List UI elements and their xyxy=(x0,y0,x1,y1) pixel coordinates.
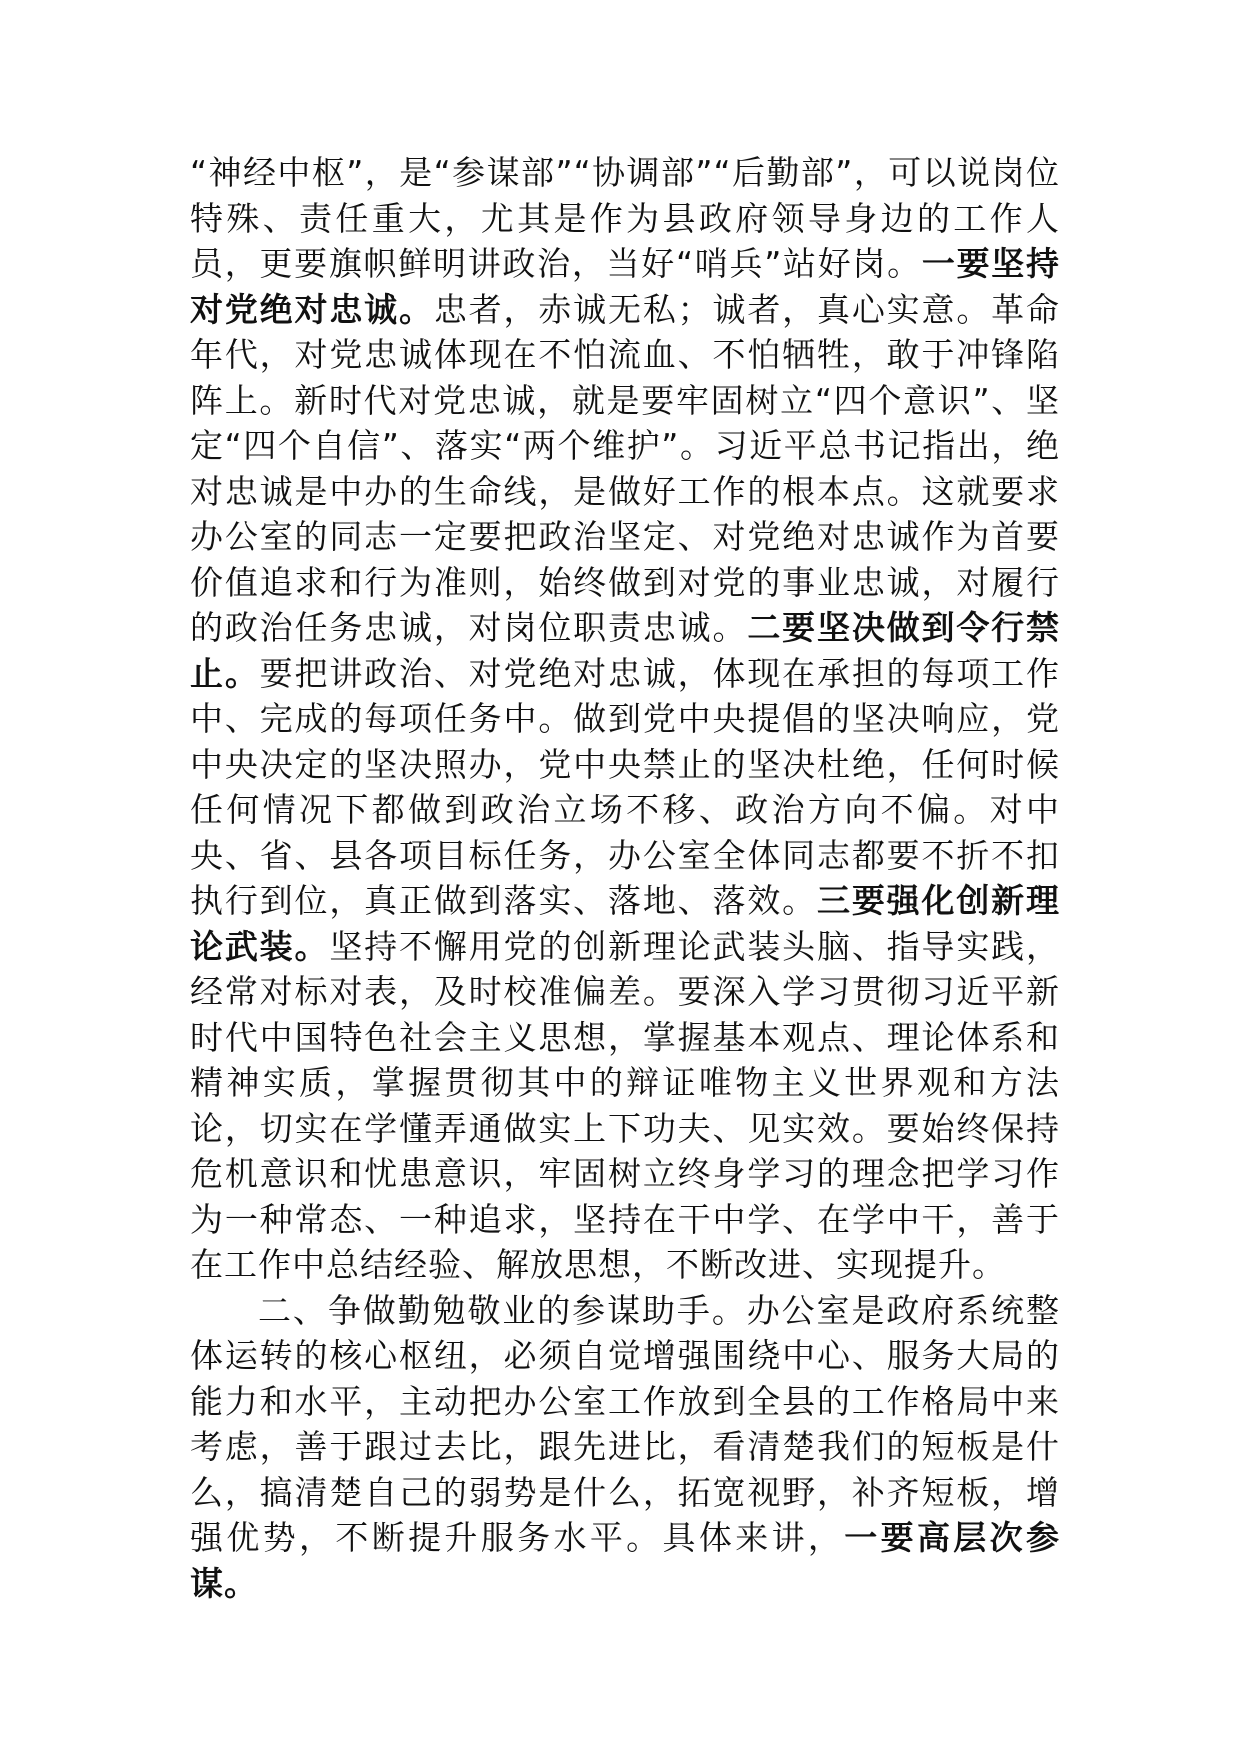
bold-heading-theory: 三要强化创新理论武装。 xyxy=(190,881,1061,966)
bold-heading-discipline: 二要坚决做到令行禁止。 xyxy=(190,608,1061,693)
bold-heading-high-level-advice: 一要高层次参谋。 xyxy=(190,1518,1061,1603)
paragraph-advisory-role xyxy=(190,1288,1060,1607)
paragraph-text: 要把讲政治、对党绝对忠诚，体现在承担的每项工作中、完成的每项任务中。做到党中央提倡的坚决响应，党中央决定的坚决照办，党中央禁止的坚决杜绝，任何时候任何情况下都做到政治立场不移、政治方向不偏。对中央、省、县各项目标任务，办公室全体同志都要不折不扣执行到位，真正做到落实、落地、落效。 xyxy=(190,653,1061,920)
paragraph-political-loyalty xyxy=(190,150,1060,1288)
paragraph-text: 二、争做勤勉敬业的参谋助手。办公室是政府系统整体运转的核心枢纽，必须自觉增强围绕中心、服务大局的能力和水平，主动把办公室工作放到全县的工作格局中来考虑，善于跟过去比，跟先进比，看清楚我们的短板是什么，搞清楚自己的弱势是什么，拓宽视野，补齐短板，增强优势，不断提升服务水平。具体来讲， xyxy=(190,1290,1060,1557)
paragraph-text: 坚持不懈用党的创新理论武装头脑、指导实践，经常对标对表，及时校准偏差。要深入学习贯彻习近平新时代中国特色社会主义思想，掌握基本观点、理论体系和精神实质，掌握贯彻其中的辩证唯物主义世界观和方法论，切实在学懂弄通做实上下功夫、见实效。要始终保持危机意识和忧患意识，牢固树立终身学习的理念把学习作为一种常态、一种追求，坚持在干中学、在学中干，善于在工作中总结经验、解放思想，不断改进、实现提升。 xyxy=(190,926,1061,1284)
paragraph-text: “神经中枢”，是“参谋部”“协调部”“后勤部”，可以说岗位特殊、责任重大，尤其是作为县政府领导身边的工作人员，更要旗帜鲜明讲政治，当好“哨兵”站好岗。 xyxy=(190,153,1060,283)
body-text xyxy=(190,150,1060,1606)
bold-heading-loyalty: 一要坚持对党绝对忠诚。 xyxy=(190,244,1060,329)
paragraph-text: 忠者，赤诚无私；诚者，真心实意。革命年代，对党忠诚体现在不怕流血、不怕牺牲，敢于冲锋陷阵上。新时代对党忠诚，就是要牢固树立“四个意识”、坚定“四个自信”、落实“两个维护”。习近平总书记指出，绝对忠诚是中办的生命线，是做好工作的根本点。这就要求办公室的同志一定要把政治坚定、对党绝对忠诚作为首要价值追求和行为准则，始终做到对党的事业忠诚，对履行的政治任务忠诚，对岗位职责忠诚。 xyxy=(190,289,1061,647)
